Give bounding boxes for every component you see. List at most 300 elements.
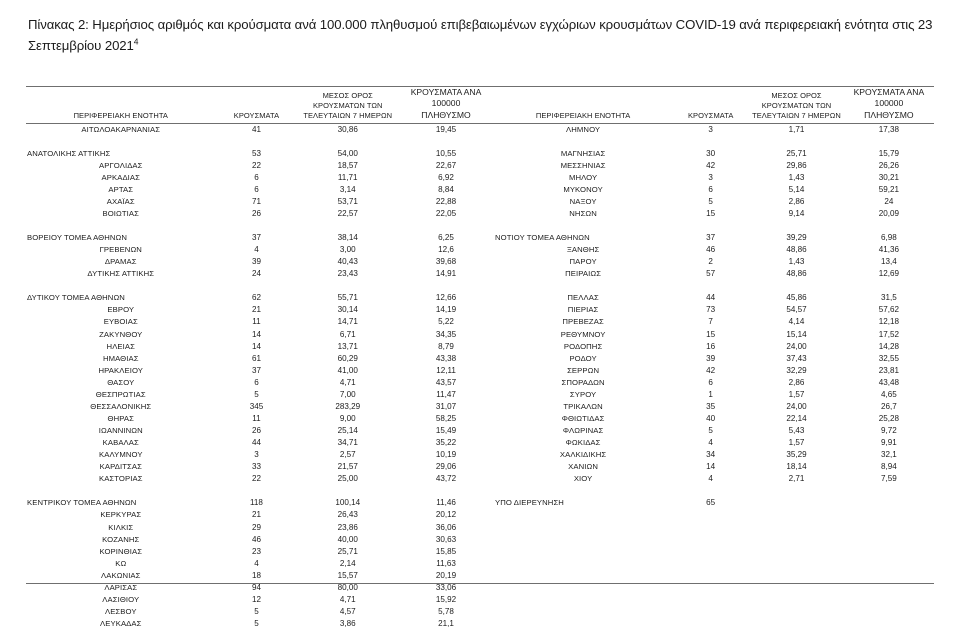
cell-per100k: 12,11 xyxy=(436,365,456,375)
table-row xyxy=(26,304,494,316)
cell-avg7: 13,71 xyxy=(337,341,358,351)
cell-avg7: 39,29 xyxy=(786,233,807,243)
column-header-per100k-line2: ΠΛΗΘΥΣΜΟ xyxy=(421,109,471,120)
cell-region-name: ΑΧΑΪΑΣ xyxy=(106,196,135,206)
cell-region-name: ΠΕΙΡΑΙΩΣ xyxy=(565,269,602,279)
cell-avg7: 1,43 xyxy=(788,257,805,267)
cell-cases: 65 xyxy=(706,498,716,508)
cell-region-name: ΛΗΜΝΟΥ xyxy=(566,124,601,134)
table-row xyxy=(494,473,934,485)
table-row xyxy=(494,449,934,461)
cell-per100k: 43,38 xyxy=(435,353,457,363)
cell-per100k: 32,1 xyxy=(881,450,897,460)
table-row xyxy=(494,244,934,256)
cell-cases: 6 xyxy=(708,377,713,387)
cell-region-name: ΚΩ xyxy=(115,558,127,568)
cell-cases: 39 xyxy=(706,353,716,363)
cell-region-name: ΒΟΡΕΙΟΥ ΤΟΜΕΑ ΑΘΗΝΩΝ xyxy=(27,233,128,243)
right-table-body xyxy=(494,123,934,509)
column-header-per100k-line2: ΠΛΗΘΥΣΜΟ xyxy=(864,109,914,120)
cell-avg7: 15,14 xyxy=(786,329,807,339)
cell-cases: 15 xyxy=(706,329,716,339)
cell-per100k: 39,68 xyxy=(435,257,457,267)
table-row xyxy=(26,413,494,425)
table-row xyxy=(494,184,934,196)
cell-cases: 44 xyxy=(706,293,716,303)
cell-cases: 4 xyxy=(254,558,259,568)
table-caption-line1: Πίνακας 2: Ημερήσιος αριθμός και κρούσματα ανά 100.000 πληθυσμού επιβεβαιωμένων εγχώριων κρουσμάτων COVID-19 ανά περιφερειακή xyxy=(28,17,841,32)
cell-per100k: 11,46 xyxy=(436,498,456,508)
cell-region-name: ΧΑΝΙΩΝ xyxy=(568,462,599,472)
cell-avg7: 22,57 xyxy=(337,208,358,218)
table-row xyxy=(26,606,494,618)
table-row xyxy=(26,401,494,413)
cell-cases: 44 xyxy=(251,438,261,448)
cell-cases: 14 xyxy=(251,341,261,351)
cell-per100k xyxy=(844,497,934,509)
tables-container xyxy=(26,86,934,630)
cell-cases: 46 xyxy=(706,245,716,255)
cell-region-name: ΗΛΕΙΑΣ xyxy=(106,341,135,351)
cell-region-name: ΔΥΤΙΚΟΥ ΤΟΜΕΑ ΑΘΗΝΩΝ xyxy=(27,293,125,303)
cell-cases: 7 xyxy=(708,317,713,327)
spacer-cell xyxy=(26,485,494,497)
cell-avg7: 23,43 xyxy=(337,269,358,279)
cell-per100k: 15,92 xyxy=(435,594,457,604)
cell-cases: 3 xyxy=(254,450,259,460)
column-header-avg7-line1: ΜΕΣΟΣ ΟΡΟΣ ΚΡΟΥΣΜΑΤΩΝ ΤΩΝ xyxy=(312,91,383,111)
table-row xyxy=(26,184,494,196)
cell-per100k: 6,25 xyxy=(438,233,454,243)
left-table-head xyxy=(26,87,494,123)
cell-avg7: 15,57 xyxy=(337,570,358,580)
cell-avg7: 100,14 xyxy=(335,498,361,508)
cell-region-name: ΚΕΝΤΡΙΚΟΥ ΤΟΜΕΑ ΑΘΗΝΩΝ xyxy=(27,498,137,508)
table-row xyxy=(494,425,934,437)
cell-avg7: 25,71 xyxy=(337,546,358,556)
cell-cases: 21 xyxy=(251,305,261,315)
cell-cases: 26 xyxy=(251,426,261,436)
cell-per100k: 30,63 xyxy=(435,534,457,544)
table-row xyxy=(26,497,494,509)
cell-cases: 118 xyxy=(250,498,263,508)
cell-per100k: 12,18 xyxy=(878,317,900,327)
table-row xyxy=(494,497,934,509)
cell-per100k: 8,84 xyxy=(438,184,454,194)
table-row xyxy=(494,461,934,473)
cell-per100k: 20,12 xyxy=(435,510,457,520)
cell-avg7: 283,29 xyxy=(335,401,361,411)
cell-per100k: 32,55 xyxy=(878,353,900,363)
cell-cases: 40 xyxy=(706,413,716,423)
column-header-per100k xyxy=(844,87,934,123)
cell-cases: 46 xyxy=(251,534,261,544)
cell-per100k: 5,22 xyxy=(438,317,454,327)
cell-per100k: 9,72 xyxy=(881,426,897,436)
cell-per100k: 59,21 xyxy=(878,184,900,194)
table-row xyxy=(494,268,934,280)
table-row xyxy=(494,123,934,136)
cell-per100k: 43,48 xyxy=(878,377,900,387)
table-group-spacer xyxy=(494,220,934,232)
cell-avg7: 3,14 xyxy=(339,184,356,194)
table-row xyxy=(26,522,494,534)
column-header-avg7-line2: ΤΕΛΕΥΤΑΙΩΝ 7 ΗΜΕΡΩΝ xyxy=(303,111,393,121)
cell-per100k: 9,91 xyxy=(881,438,897,448)
cell-per100k: 22,88 xyxy=(435,196,457,206)
table-row xyxy=(26,244,494,256)
cell-per100k: 12,66 xyxy=(435,293,457,303)
cell-avg7: 14,71 xyxy=(337,317,358,327)
cell-per100k: 14,91 xyxy=(435,269,457,279)
cell-region-name: ΣΥΡΟΥ xyxy=(569,389,597,399)
cell-avg7: 54,57 xyxy=(786,305,807,315)
cell-per100k: 22,67 xyxy=(435,160,457,170)
cell-region-name: ΖΑΚΥΝΘΟΥ xyxy=(99,329,143,339)
table-row xyxy=(26,148,494,160)
table-row xyxy=(26,377,494,389)
cell-avg7: 45,86 xyxy=(786,293,807,303)
cell-region-name: ΝΟΤΙΟΥ ΤΟΜΕΑ ΑΘΗΝΩΝ xyxy=(495,233,590,243)
cell-cases: 4 xyxy=(254,245,259,255)
cell-avg7: 55,71 xyxy=(337,293,358,303)
table-row xyxy=(26,558,494,570)
column-header-cases: ΚΡΟΥΣΜΑΤΑ xyxy=(216,87,298,123)
header-row xyxy=(26,87,494,123)
cell-avg7: 24,00 xyxy=(786,341,807,351)
cell-region-name: ΚΑΣΤΟΡΙΑΣ xyxy=(98,474,143,484)
cell-avg7: 6,71 xyxy=(339,329,356,339)
cell-avg7: 1,57 xyxy=(788,389,805,399)
cell-avg7: 2,14 xyxy=(339,558,356,568)
column-header-avg7-line1: ΜΕΣΟΣ ΟΡΟΣ ΚΡΟΥΣΜΑΤΩΝ ΤΩΝ xyxy=(761,91,832,111)
cell-cases: 62 xyxy=(251,293,261,303)
cell-avg7: 2,57 xyxy=(339,450,356,460)
spacer-cell xyxy=(494,280,934,292)
cell-avg7: 25,71 xyxy=(786,148,807,158)
cell-region-name: ΑΡΚΑΔΙΑΣ xyxy=(101,172,140,182)
cell-region-name: ΚΑΒΑΛΑΣ xyxy=(102,438,139,448)
cell-per100k: 8,79 xyxy=(438,341,454,351)
cell-per100k: 15,49 xyxy=(435,426,457,436)
cell-region-name: ΘΕΣΠΡΩΤΙΑΣ xyxy=(95,389,146,399)
cell-region-name: ΛΑΚΩΝΙΑΣ xyxy=(101,570,141,580)
right-table-head xyxy=(494,87,934,123)
cell-region-name: ΔΥΤΙΚΗΣ ΑΤΤΙΚΗΣ xyxy=(87,269,155,279)
table-row xyxy=(494,148,934,160)
table-row xyxy=(26,268,494,280)
cell-avg7: 4,71 xyxy=(339,377,356,387)
cell-region-name: ΜΥΚΟΝΟΥ xyxy=(563,184,603,194)
cell-avg7: 1,57 xyxy=(788,438,805,448)
table-row xyxy=(26,425,494,437)
table-group-spacer xyxy=(26,136,494,148)
table-row xyxy=(26,618,494,630)
cell-avg7: 3,00 xyxy=(339,245,356,255)
table-row xyxy=(26,461,494,473)
table-caption-line2: ενότητα στις 23 Σεπτεμβρίου 2021 xyxy=(28,17,933,54)
spacer-cell xyxy=(26,220,494,232)
cell-region-name: ΛΑΣΙΘΙΟΥ xyxy=(102,594,140,604)
cell-cases: 42 xyxy=(706,365,716,375)
cell-cases: 5 xyxy=(254,606,259,616)
cell-region-name: ΛΕΣΒΟΥ xyxy=(104,606,137,616)
table-row xyxy=(494,341,934,353)
cell-per100k: 21,1 xyxy=(438,619,454,629)
cell-cases: 4 xyxy=(708,438,713,448)
cell-avg7: 18,57 xyxy=(337,160,358,170)
table-row xyxy=(494,377,934,389)
table-group-spacer xyxy=(494,485,934,497)
cell-per100k: 11,47 xyxy=(436,389,456,399)
cell-region-name: ΕΥΒΟΙΑΣ xyxy=(103,317,138,327)
cell-avg7: 23,86 xyxy=(337,522,358,532)
table-row xyxy=(26,232,494,244)
cell-per100k: 35,22 xyxy=(435,438,457,448)
cell-per100k: 14,28 xyxy=(878,341,900,351)
table-row xyxy=(494,304,934,316)
cell-cases: 1 xyxy=(708,389,713,399)
cell-avg7: 40,43 xyxy=(337,257,358,267)
cell-avg7: 48,86 xyxy=(786,269,807,279)
cell-avg7: 80,00 xyxy=(337,582,358,592)
cell-avg7: 4,57 xyxy=(339,606,356,616)
cell-per100k: 26,26 xyxy=(878,160,900,170)
cell-avg7: 2,86 xyxy=(788,196,805,206)
cell-per100k: 12,69 xyxy=(878,269,900,279)
cell-avg7: 1,71 xyxy=(788,124,805,134)
cell-cases: 6 xyxy=(254,377,259,387)
cell-region-name: ΦΛΩΡΙΝΑΣ xyxy=(562,426,604,436)
table-row xyxy=(494,160,934,172)
cell-avg7: 2,86 xyxy=(788,377,805,387)
cell-cases: 53 xyxy=(251,148,261,158)
cell-region-name: ΠΡΕΒΕΖΑΣ xyxy=(562,317,604,327)
cell-cases: 39 xyxy=(251,257,261,267)
cell-region-name: ΔΡΑΜΑΣ xyxy=(104,257,137,267)
cell-region-name: ΗΜΑΘΙΑΣ xyxy=(102,353,139,363)
cell-avg7: 60,29 xyxy=(337,353,358,363)
table-row xyxy=(26,256,494,268)
cell-cases: 33 xyxy=(251,462,261,472)
table-row xyxy=(26,316,494,328)
column-header-per100k-line1: ΚΡΟΥΣΜΑΤΑ ΑΝΑ 100000 xyxy=(410,87,482,109)
table-row xyxy=(494,208,934,220)
cell-per100k: 26,7 xyxy=(881,401,897,411)
cell-avg7: 4,71 xyxy=(339,594,356,604)
table-row xyxy=(26,449,494,461)
cell-region-name: ΙΩΑΝΝΙΝΩΝ xyxy=(98,426,143,436)
cell-region-name: ΑΙΤΩΛΟΑΚΑΡΝΑΝΙΑΣ xyxy=(81,124,161,134)
cell-cases: 18 xyxy=(251,570,261,580)
table-row xyxy=(26,389,494,401)
cell-per100k: 8,94 xyxy=(881,462,897,472)
table-row xyxy=(26,172,494,184)
table-bottom-rule xyxy=(26,583,934,584)
column-header-avg7 xyxy=(749,87,844,123)
cell-region-name: ΤΡΙΚΑΛΩΝ xyxy=(563,401,603,411)
cell-avg7: 25,00 xyxy=(337,474,358,484)
cell-per100k: 43,57 xyxy=(435,377,457,387)
table-row xyxy=(494,316,934,328)
cell-region-name: ΚΕΡΚΥΡΑΣ xyxy=(100,510,142,520)
cell-cases: 12 xyxy=(251,594,261,604)
column-header-per100k-line1: ΚΡΟΥΣΜΑΤΑ ΑΝΑ 100000 xyxy=(853,87,925,109)
table-row xyxy=(494,196,934,208)
cell-cases: 61 xyxy=(251,353,261,363)
header-row xyxy=(494,87,934,123)
cell-per100k: 19,45 xyxy=(435,124,457,134)
cell-avg7: 9,14 xyxy=(788,208,805,218)
cell-cases: 14 xyxy=(251,329,261,339)
cell-cases: 30 xyxy=(706,148,716,158)
cell-cases: 21 xyxy=(251,510,261,520)
cell-cases: 24 xyxy=(251,269,261,279)
table-row xyxy=(26,534,494,546)
left-table-body xyxy=(26,123,494,630)
table-row xyxy=(494,329,934,341)
cell-region-name: ΗΡΑΚΛΕΙΟΥ xyxy=(98,365,144,375)
cell-avg7: 53,71 xyxy=(337,196,358,206)
cell-avg7: 54,00 xyxy=(337,148,358,158)
cell-per100k: 25,28 xyxy=(878,413,900,423)
right-table xyxy=(494,87,934,509)
cell-region-name: ΧΑΛΚΙΔΙΚΗΣ xyxy=(559,450,607,460)
cell-cases: 94 xyxy=(251,582,261,592)
cell-avg7: 5,14 xyxy=(788,184,805,194)
spacer-cell xyxy=(494,485,934,497)
column-header-per100k xyxy=(398,87,494,123)
cell-cases: 57 xyxy=(706,269,716,279)
cell-cases: 37 xyxy=(706,233,716,243)
cell-cases: 22 xyxy=(251,474,261,484)
table-row xyxy=(26,160,494,172)
cell-avg7: 41,00 xyxy=(337,365,358,375)
table-row xyxy=(494,292,934,304)
cell-region-name: ΦΩΚΙΔΑΣ xyxy=(565,438,601,448)
cell-cases: 5 xyxy=(708,426,713,436)
column-header-avg7 xyxy=(297,87,398,123)
cell-region-name: ΚΑΡΔΙΤΣΑΣ xyxy=(99,462,142,472)
cell-cases: 5 xyxy=(708,196,713,206)
table-row xyxy=(26,196,494,208)
table-row xyxy=(26,292,494,304)
cell-region-name: ΚΙΛΚΙΣ xyxy=(108,522,134,532)
cell-per100k: 7,59 xyxy=(881,474,897,484)
cell-per100k: 29,06 xyxy=(435,462,457,472)
cell-region-name: ΑΡΓΟΛΙΔΑΣ xyxy=(99,160,143,170)
cell-region-name: ΛΕΥΚΑΔΑΣ xyxy=(100,619,142,629)
cell-per100k: 58,25 xyxy=(435,413,457,423)
cell-cases: 4 xyxy=(708,474,713,484)
cell-cases: 14 xyxy=(706,462,716,472)
cell-per100k: 6,92 xyxy=(438,172,454,182)
table-row xyxy=(494,353,934,365)
cell-region-name: ΘΗΡΑΣ xyxy=(107,413,134,423)
cell-avg7: 18,14 xyxy=(786,462,807,472)
cell-per100k: 15,85 xyxy=(435,546,457,556)
column-header-region: ΠΕΡΙΦΕΡΕΙΑΚΗ ΕΝΟΤΗΤΑ xyxy=(494,87,672,123)
cell-avg7: 38,14 xyxy=(337,233,358,243)
cell-per100k: 17,52 xyxy=(878,329,900,339)
cell-avg7: 34,71 xyxy=(337,438,358,448)
cell-per100k: 31,07 xyxy=(435,401,457,411)
table-row xyxy=(494,389,934,401)
cell-per100k: 34,35 xyxy=(435,329,457,339)
cell-cases: 73 xyxy=(706,305,716,315)
cell-region-name: ΠΙΕΡΙΑΣ xyxy=(567,305,599,315)
cell-region-name: ΦΘΙΩΤΙΔΑΣ xyxy=(561,413,605,423)
cell-region-name: ΜΑΓΝΗΣΙΑΣ xyxy=(560,148,606,158)
cell-per100k: 12,6 xyxy=(438,245,454,255)
table-row xyxy=(494,256,934,268)
cell-cases: 22 xyxy=(251,160,261,170)
cell-cases: 345 xyxy=(249,401,264,411)
table-group-spacer xyxy=(26,220,494,232)
cell-cases: 6 xyxy=(254,172,259,182)
cell-region-name: ΣΕΡΡΩΝ xyxy=(567,365,600,375)
cell-avg7 xyxy=(749,497,844,509)
cell-avg7: 21,57 xyxy=(337,462,358,472)
cell-region-name: ΞΑΝΘΗΣ xyxy=(566,245,600,255)
cell-per100k: 6,98 xyxy=(881,233,897,243)
cell-region-name: ΒΟΙΩΤΙΑΣ xyxy=(102,208,140,218)
column-header-region: ΠΕΡΙΦΕΡΕΙΑΚΗ ΕΝΟΤΗΤΑ xyxy=(26,87,216,123)
cell-per100k: 23,81 xyxy=(878,365,900,375)
cell-cases: 3 xyxy=(708,124,713,134)
left-table xyxy=(26,87,494,630)
cell-cases: 5 xyxy=(254,389,259,399)
cell-avg7: 25,14 xyxy=(337,426,358,436)
left-table-wrapper xyxy=(26,87,494,630)
spacer-cell xyxy=(494,220,934,232)
cell-avg7: 22,14 xyxy=(786,413,807,423)
cell-per100k: 57,62 xyxy=(878,305,900,315)
cell-region-name: ΥΠΟ ΔΙΕΡΕΥΝΗΣΗ xyxy=(495,498,564,508)
cell-avg7: 7,00 xyxy=(339,389,356,399)
table-row xyxy=(26,208,494,220)
cell-region-name: ΘΕΣΣΑΛΟΝΙΚΗΣ xyxy=(90,401,152,411)
table-row xyxy=(26,473,494,485)
cell-avg7: 32,29 xyxy=(786,365,807,375)
cell-region-name: ΠΕΛΛΑΣ xyxy=(567,293,599,303)
cell-cases: 34 xyxy=(706,450,716,460)
cell-region-name: ΚΟΖΑΝΗΣ xyxy=(102,534,140,544)
cell-per100k: 24 xyxy=(884,196,894,206)
cell-avg7: 24,00 xyxy=(786,401,807,411)
cell-avg7: 29,86 xyxy=(786,160,807,170)
cell-avg7: 48,86 xyxy=(786,245,807,255)
table-row xyxy=(494,232,934,244)
cell-per100k: 5,78 xyxy=(438,606,454,616)
cell-region-name: ΚΑΛΥΜΝΟΥ xyxy=(98,450,143,460)
table-row xyxy=(494,437,934,449)
cell-per100k: 17,38 xyxy=(878,124,900,134)
cell-per100k: 10,55 xyxy=(435,148,457,158)
cell-cases: 26 xyxy=(251,208,261,218)
cell-avg7: 30,14 xyxy=(337,305,358,315)
cell-region-name: ΝΑΞΟΥ xyxy=(569,196,597,206)
cell-cases: 2 xyxy=(708,257,713,267)
cell-region-name: ΡΟΔΟΠΗΣ xyxy=(563,341,603,351)
cell-avg7: 11,71 xyxy=(337,172,358,182)
table-row xyxy=(26,123,494,136)
cell-per100k: 20,19 xyxy=(435,570,457,580)
cell-per100k: 13,4 xyxy=(881,257,897,267)
cell-per100k: 10,19 xyxy=(435,450,457,460)
cell-avg7: 9,00 xyxy=(339,413,356,423)
cell-cases: 3 xyxy=(708,172,713,182)
